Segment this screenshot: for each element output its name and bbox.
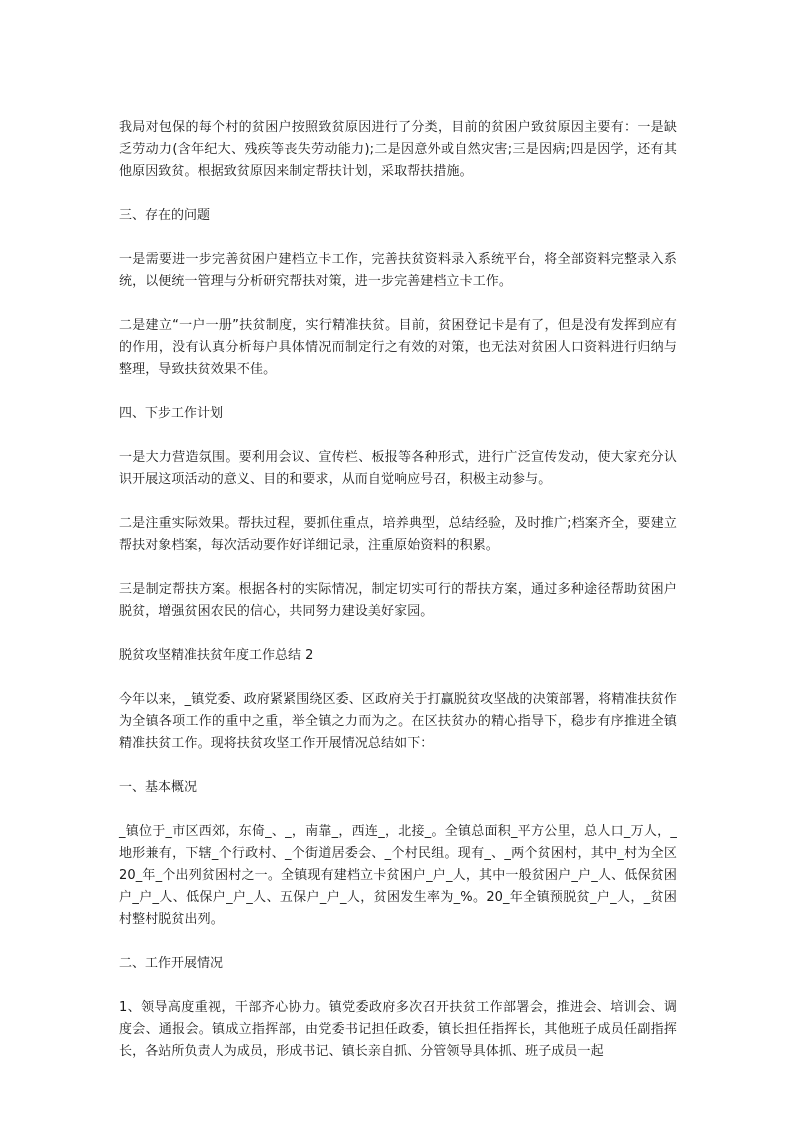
section-heading-overview: 一、基本概况 — [119, 780, 198, 795]
paragraph-problem-1: 一是需要进一步完善贫困户建档立卡工作，完善扶贫资料录入系统平台，将全部资料完整录入系统，以便统一管理与分析研究帮扶对策，进一步完善建档立卡工作。 — [119, 252, 677, 289]
paragraph-plan-3: 三是制定帮扶方案。根据各村的实际情况，制定切实可行的帮扶方案，通过多种途径帮助贫困户脱贫，增强贫困农民的信心，共同努力建设美好家园。 — [119, 582, 677, 619]
section-heading-problems: 三、存在的问题 — [119, 208, 211, 223]
paragraph-intro: 今年以来，_镇党委、政府紧紧围绕区委、区政府关于打赢脱贫攻坚战的决策部署，将精准扶贫作为全镇各项工作的重中之重，举全镇之力而为之。在区扶贫办的精心指导下，稳步有序推进全镇精准扶贫工作。现将扶贫攻坚工作开展情况总结如下： — [119, 692, 677, 751]
document-title-2: 脱贫攻坚精准扶贫年度工作总结 2 — [119, 648, 314, 663]
document-page — [119, 117, 677, 1063]
paragraph-plan-2: 二是注重实际效果。帮扶过程，要抓住重点，培养典型，总结经验，及时推广;档案齐全，要建立帮扶对象档案，每次活动要作好详细记录，注重原始资料的积累。 — [119, 516, 677, 553]
paragraph-leadership: 1、领导高度重视，干部齐心协力。镇党委政府多次召开扶贫工作部署会，推进会、培训会、调度会、通报会。镇成立指挥部，由党委书记担任政委，镇长担任指挥长，其他班子成员任副指挥长，各站所负责人为成员，形成书记、镇长亲自抓、分管领导具体抓、班子成员一起 — [119, 1000, 677, 1059]
paragraph-overview: _镇位于_市区西郊，东倚_、_，南靠_，西连_，北接_。全镇总面积_平方公里，总人口_万人，_地形兼有，下辖_个行政村、_个街道居委会、_个村民组。现有_、_两个贫困村，其中_村为全区 20_年_个出列贫困村之一。全镇现有建档立卡贫困户_户_人，其中一般贫困户_户_人、低保贫困户_户_人、低保户_户_人、五保户_户_人，贫困发生率为_%。20_年全镇预脱贫_户_人，_贫困村整村脱贫出列。 — [119, 824, 677, 927]
section-heading-next-plan: 四、下步工作计划 — [119, 406, 224, 421]
section-heading-work-progress: 二、工作开展情况 — [119, 956, 224, 971]
paragraph-problem-2: 二是建立“一户一册”扶贫制度，实行精准扶贫。目前，贫困登记卡是有了，但是没有发挥到应有的作用，没有认真分析每户具体情况而制定行之有效的对策，也无法对贫困人口资料进行归纳与整理，导致扶贫效果不佳。 — [119, 318, 677, 377]
paragraph-plan-1: 一是大力营造氛围。要利用会议、宣传栏、板报等各种形式，进行广泛宣传发动，使大家充分认识开展这项活动的意义、目的和要求，从而自觉响应号召，积极主动参与。 — [119, 450, 677, 487]
paragraph-poverty-causes: 我局对包保的每个村的贫困户按照致贫原因进行了分类，目前的贫困户致贫原因主要有：一是缺乏劳动力(含年纪大、残疾等丧失劳动能力);二是因意外或自然灾害;三是因病;四是因学，还有其他原因致贫。根据致贫原因来制定帮扶计划，采取帮扶措施。 — [119, 120, 677, 179]
